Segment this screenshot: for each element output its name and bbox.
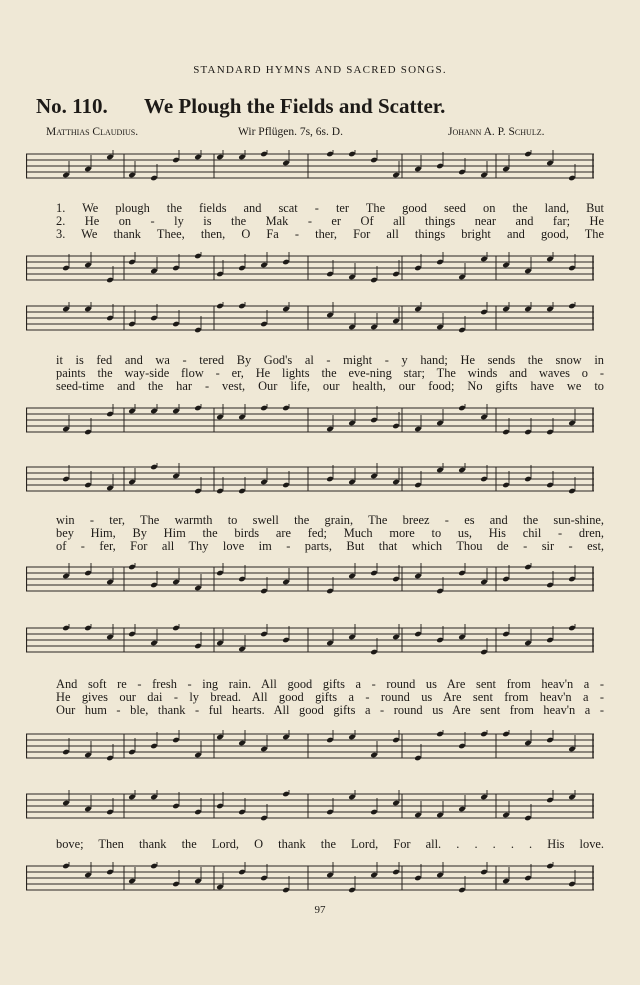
lyric-line: And soft re - fresh - ing rain. All good gifts a - round us Are sent from heav'n a - xyxy=(56,677,604,691)
hymn-title: We Plough the Fields and Scatter. xyxy=(144,94,446,118)
treble-staff-lines xyxy=(26,790,594,826)
bass-staff-lines xyxy=(26,563,594,599)
treble-staff-lines xyxy=(26,302,594,338)
hymn-number: No. 110. xyxy=(36,94,108,118)
bass-staff-lines xyxy=(26,862,594,898)
lyric-line: paints the way-side flow - er, He lights the eve-ning star; The winds and waves o - xyxy=(56,366,604,380)
page-number: 97 xyxy=(314,904,326,916)
bass-staff-lines xyxy=(26,404,594,440)
treble-staff xyxy=(26,302,594,326)
treble-staff-lines xyxy=(26,150,594,186)
bass-staff xyxy=(26,730,594,754)
lyric-block xyxy=(56,838,604,851)
lyric-block xyxy=(56,354,604,393)
lyric-line: seed-time and the har - vest, Our life, our health, our food; No gifts have we to xyxy=(56,379,604,393)
bass-staff-lines xyxy=(26,730,594,766)
bass-staff xyxy=(26,563,594,587)
bass-staff-lines xyxy=(26,252,594,288)
lyric-block xyxy=(56,514,604,553)
lyric-line: it is fed and wa - tered By God's al - might - y hand; He sends the snow in xyxy=(56,353,604,367)
treble-staff-lines xyxy=(26,463,594,499)
lyric-line: win - ter, The warmth to swell the grain, The breez - es and the sun-shine, xyxy=(56,513,604,527)
treble-staff xyxy=(26,790,594,814)
lyric-line: He gives our dai - ly bread. All good gifts a - round us Are sent from heav'n a - xyxy=(56,690,604,704)
lyric-line: of - fer, For all Thy love im - parts, But that which Thou de - sir - est, xyxy=(56,539,604,553)
lyric-block xyxy=(56,202,604,241)
treble-staff xyxy=(26,463,594,487)
treble-staff-lines xyxy=(26,624,594,660)
treble-staff xyxy=(26,150,594,174)
author-credit: Matthias Claudius. xyxy=(46,126,139,138)
lyric-line: bove; Then thank the Lord, O thank the Lord, For all. . . . . . His love. xyxy=(56,837,604,851)
tune-meter: Wir Pflügen. 7s, 6s. D. xyxy=(238,126,343,138)
lyric-block xyxy=(56,678,604,717)
lyric-line: 1. We plough the fields and scat - ter The good seed on the land, But xyxy=(56,201,604,215)
treble-staff xyxy=(26,624,594,648)
lyric-line: bey Him, By Him the birds are fed; Much more to us, His chil - dren, xyxy=(56,526,604,540)
bass-staff xyxy=(26,862,594,886)
composer-credit: Johann A. P. Schulz. xyxy=(448,126,545,138)
lyric-line: 3. We thank Thee, then, O Fa - ther, For all things bright and good, The xyxy=(56,227,604,241)
lyric-line: 2. He on - ly is the Mak - er Of all things near and far; He xyxy=(56,214,604,228)
bass-staff xyxy=(26,252,594,276)
bass-staff xyxy=(26,404,594,428)
lyric-line: Our hum - ble, thank - ful hearts. All good gifts a - round us Are sent from heav'n a - xyxy=(56,703,604,717)
running-head: STANDARD HYMNS AND SACRED SONGS. xyxy=(193,64,447,76)
